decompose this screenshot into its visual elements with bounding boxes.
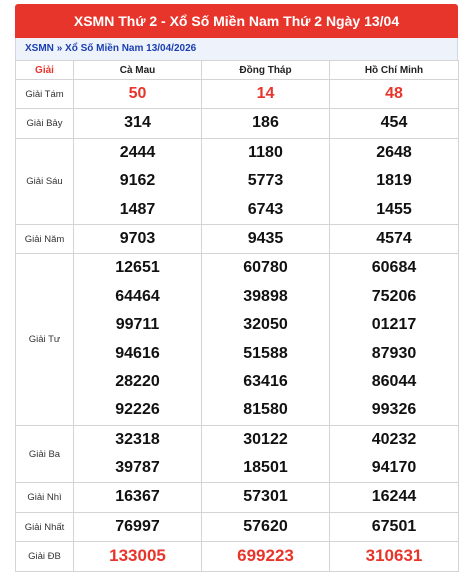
- prize-label: Giải Tám: [16, 80, 74, 109]
- result-cell: [74, 138, 202, 224]
- result-cell: [202, 425, 330, 483]
- result-cell: [330, 109, 459, 138]
- result-number: 28220: [115, 372, 160, 390]
- result-number: 99326: [371, 401, 417, 419]
- prize-row-giai-bay: [16, 109, 459, 138]
- result-number: 60684: [371, 259, 417, 277]
- prize-label: Giải ĐB: [16, 542, 74, 571]
- result-number: 699223: [237, 546, 294, 566]
- result-cell: [74, 254, 202, 425]
- result-number: 92226: [115, 401, 160, 419]
- result-number: 99711: [115, 316, 160, 334]
- result-cell: [330, 483, 459, 512]
- breadcrumb: [15, 38, 458, 60]
- breadcrumb-separator: »: [56, 43, 63, 54]
- results-body: [16, 80, 459, 572]
- prize-label: Giải Năm: [16, 224, 74, 253]
- result-number: 1180: [248, 143, 283, 161]
- result-cell: [202, 254, 330, 425]
- result-number: 18501: [243, 459, 288, 477]
- result-number: 86044: [371, 372, 417, 390]
- result-number: 4574: [376, 229, 412, 247]
- result-cell: [74, 80, 202, 109]
- result-number: 40232: [371, 430, 417, 448]
- prize-row-giai-nam: [16, 224, 459, 253]
- province-header-ho-chi-minh: Hồ Chí Minh: [330, 61, 459, 80]
- result-cell: [74, 483, 202, 512]
- result-cell: [330, 542, 459, 571]
- prize-label: Giải Ba: [16, 425, 74, 483]
- prize-label: Giải Bảy: [16, 109, 74, 138]
- result-number: 2444: [119, 143, 156, 161]
- result-number: 57301: [243, 488, 288, 506]
- result-number: 16244: [371, 488, 417, 506]
- result-number: 75206: [371, 287, 417, 305]
- result-number: 32050: [243, 316, 288, 334]
- prize-label: Giải Tư: [16, 254, 74, 425]
- result-number: 1819: [376, 172, 412, 190]
- prize-column-header: Giải: [16, 61, 74, 80]
- province-header-dong-thap: Đồng Tháp: [202, 61, 330, 80]
- result-number: 81580: [243, 401, 288, 419]
- result-number: 64464: [115, 287, 160, 305]
- breadcrumb-root-link[interactable]: XSMN: [25, 43, 54, 54]
- result-number: 9435: [247, 229, 284, 247]
- result-number: 5773: [247, 172, 284, 190]
- result-cell: [74, 425, 202, 483]
- result-number: 87930: [371, 344, 417, 362]
- result-cell: [330, 224, 459, 253]
- prize-row-giai-db: [16, 542, 459, 571]
- result-cell: [202, 138, 330, 224]
- result-cell: [330, 138, 459, 224]
- result-cell: [330, 425, 459, 483]
- result-number: 9162: [119, 172, 156, 190]
- breadcrumb-current-link[interactable]: Xổ Số Miền Nam 13/04/2026: [65, 43, 197, 54]
- result-number: 60780: [243, 259, 288, 277]
- prize-label: Giải Nhì: [16, 483, 74, 512]
- result-number: 50: [128, 85, 147, 102]
- result-number: 186: [252, 114, 279, 132]
- result-cell: [202, 542, 330, 571]
- result-number: 76997: [115, 517, 160, 535]
- result-number: 48: [385, 85, 403, 102]
- result-cell: [202, 512, 330, 541]
- result-number: 57620: [243, 517, 288, 535]
- results-table: [15, 60, 459, 572]
- prize-row-giai-nhat: [16, 512, 459, 541]
- result-cell: [74, 542, 202, 571]
- result-number: 32318: [115, 430, 160, 448]
- result-cell: [202, 109, 330, 138]
- result-number: 14: [256, 85, 275, 102]
- result-number: 454: [380, 114, 408, 132]
- result-number: 12651: [115, 259, 160, 277]
- lottery-result-panel: [15, 4, 458, 572]
- result-cell: [202, 80, 330, 109]
- prize-row-giai-tam: [16, 80, 459, 109]
- result-number: 39898: [243, 287, 288, 305]
- province-header-ca-mau: Cà Mau: [74, 61, 202, 80]
- result-cell: [330, 254, 459, 425]
- prize-label: Giải Nhất: [16, 512, 74, 541]
- result-number: 63416: [243, 372, 288, 390]
- result-cell: [74, 224, 202, 253]
- result-cell: [74, 512, 202, 541]
- result-number: 1455: [376, 200, 412, 218]
- result-number: 94616: [115, 344, 160, 362]
- prize-label: Giải Sáu: [16, 138, 74, 224]
- result-number: 94170: [371, 459, 417, 477]
- result-cell: [74, 109, 202, 138]
- result-number: 2648: [376, 143, 412, 161]
- result-number: 133005: [109, 546, 166, 566]
- result-cell: [330, 80, 459, 109]
- result-number: 1487: [119, 200, 156, 218]
- result-number: 16367: [115, 488, 160, 506]
- prize-row-giai-tu: [16, 254, 459, 425]
- prize-row-giai-sau: [16, 138, 459, 224]
- result-number: 30122: [243, 430, 288, 448]
- result-number: 310631: [365, 546, 423, 566]
- result-number: 51588: [243, 344, 288, 362]
- result-cell: [330, 512, 459, 541]
- result-number: 9703: [119, 229, 156, 247]
- result-number: 01217: [371, 316, 417, 334]
- result-number: 6743: [247, 200, 284, 218]
- prize-row-giai-ba: [16, 425, 459, 483]
- page-title: XSMN Thứ 2 - Xổ Số Miền Nam Thứ 2 Ngày 13/04: [15, 4, 458, 38]
- result-number: 67501: [371, 517, 417, 535]
- result-number: 39787: [115, 459, 160, 477]
- prize-row-giai-nhi: [16, 483, 459, 512]
- result-cell: [202, 224, 330, 253]
- result-number: 314: [124, 114, 151, 132]
- result-cell: [202, 483, 330, 512]
